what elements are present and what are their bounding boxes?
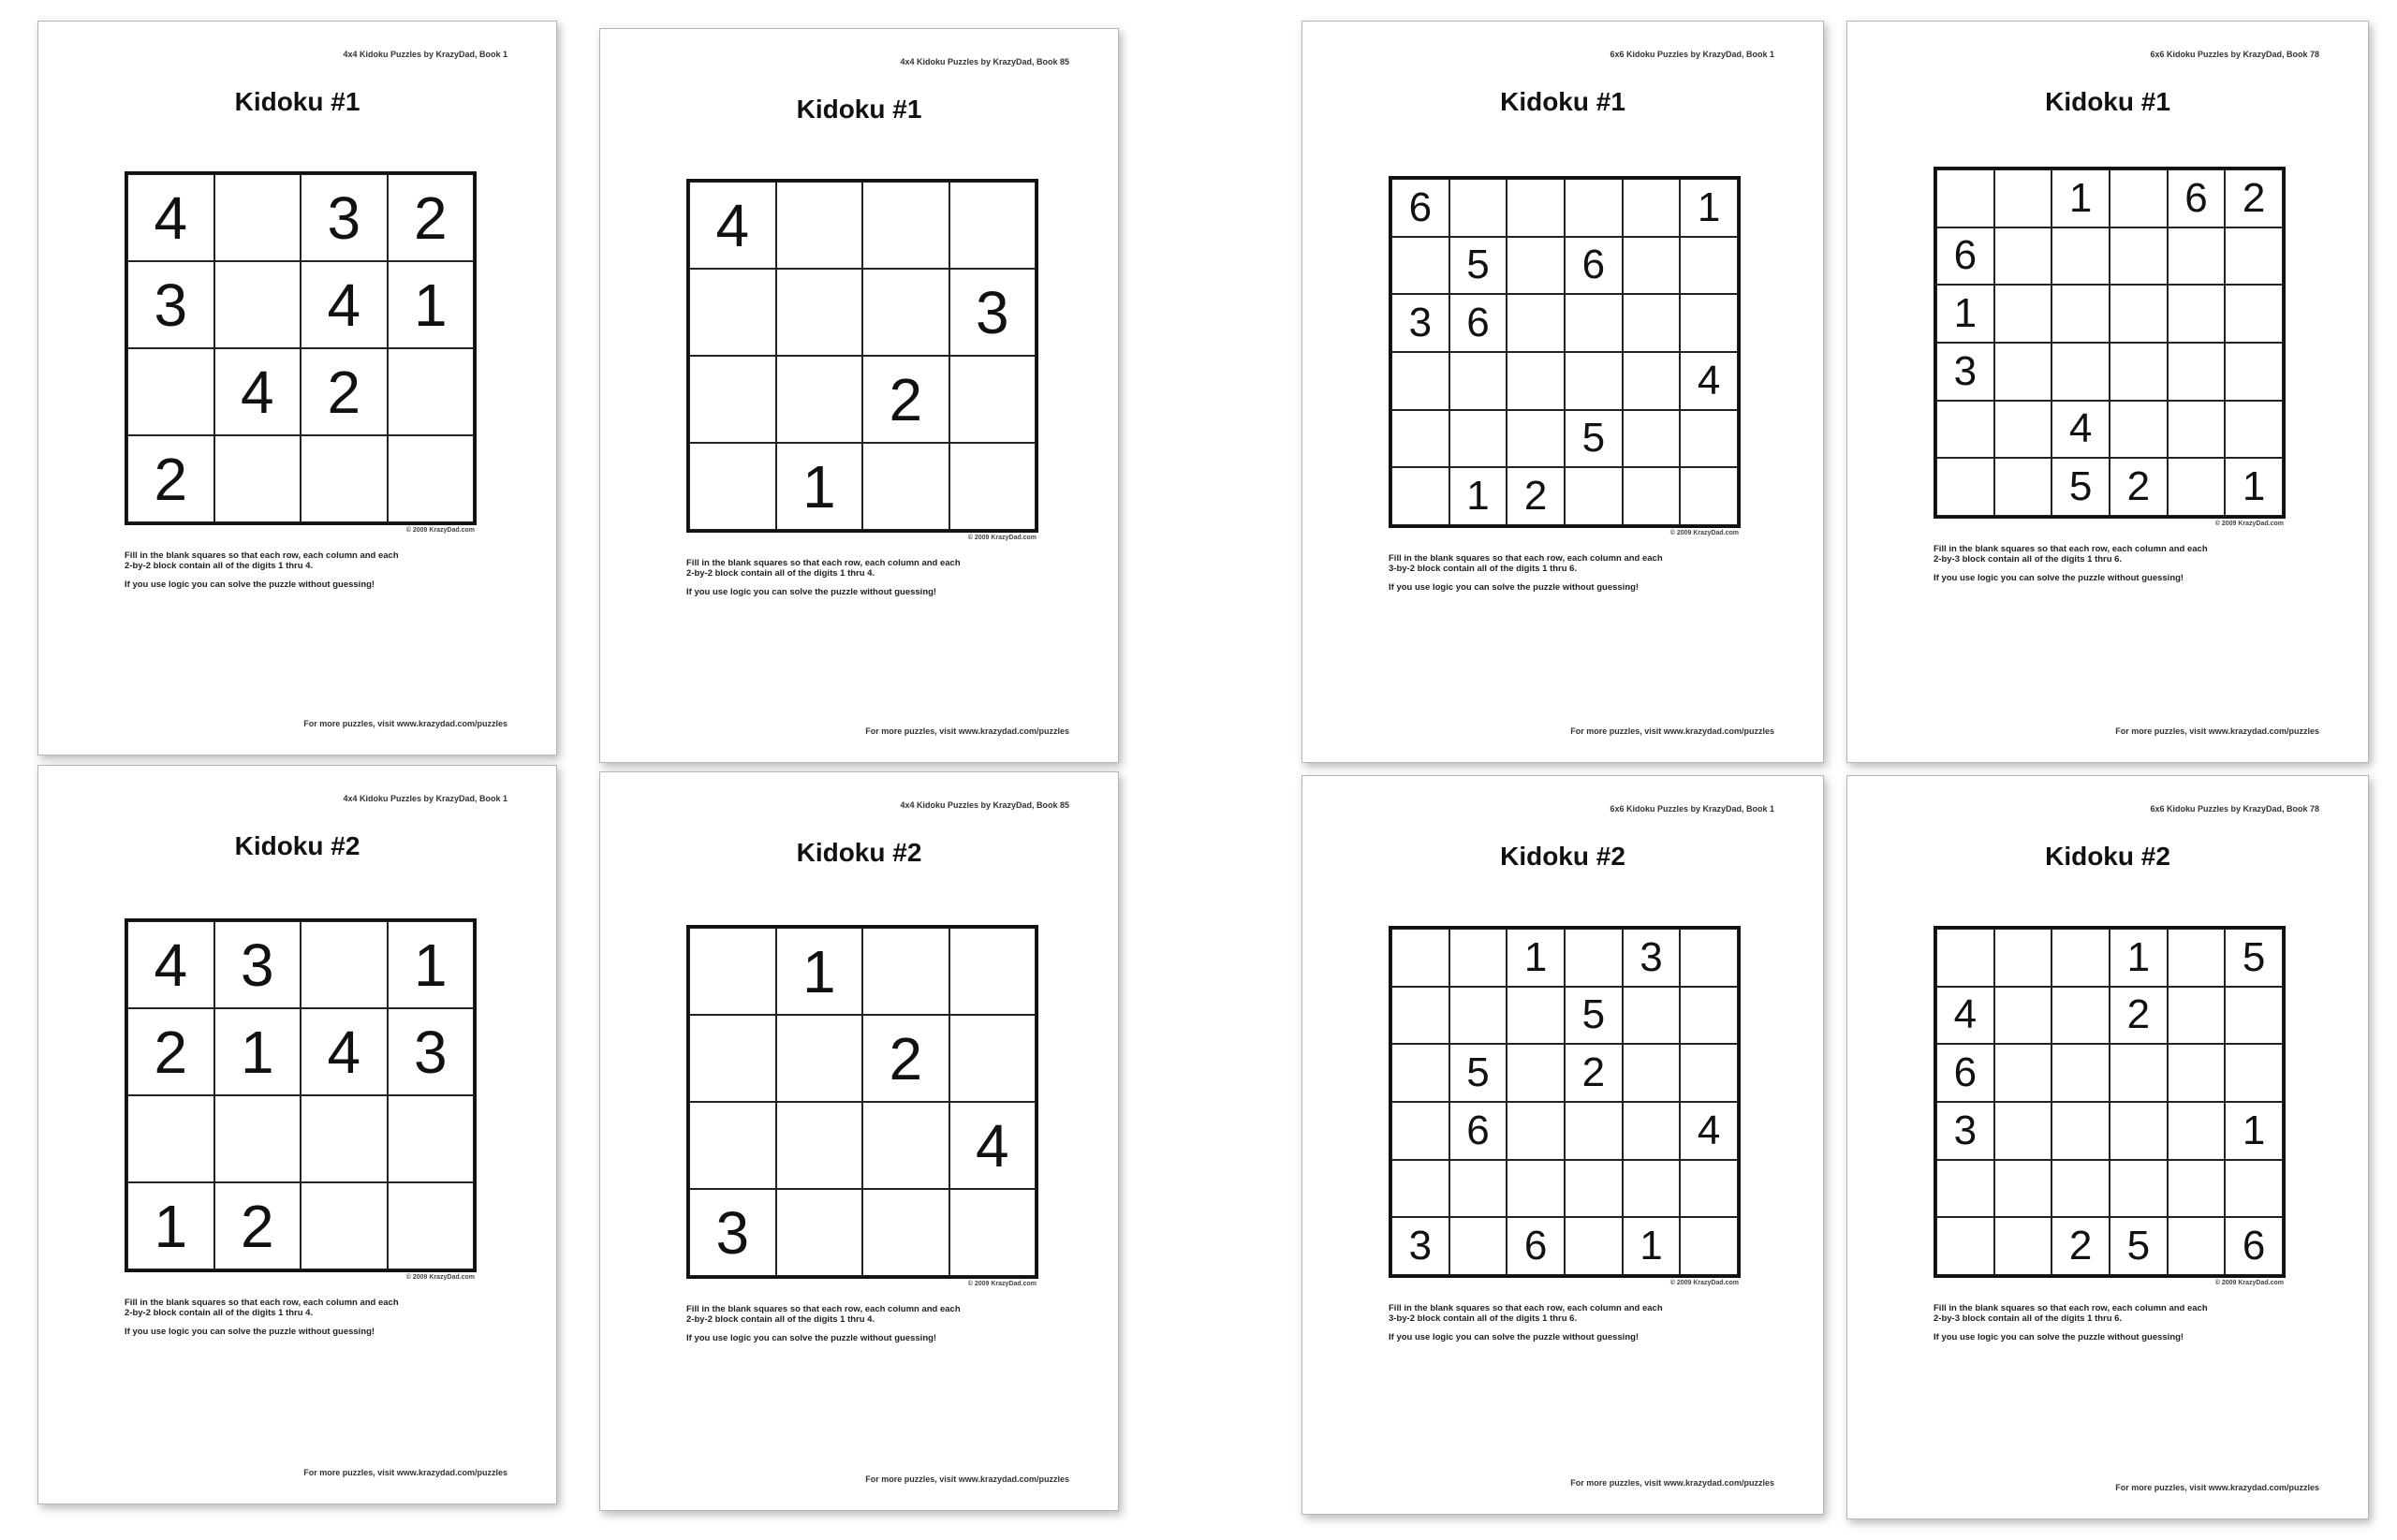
blank-cell[interactable] xyxy=(1391,929,1449,987)
puzzle-title: Kidoku #2 xyxy=(796,838,922,867)
instructions-text xyxy=(1934,1304,2208,1325)
blank-cell[interactable] xyxy=(776,269,863,356)
instructions-hint: If you use logic you can solve the puzzle without guessing! xyxy=(125,579,375,590)
blank-cell[interactable] xyxy=(2168,285,2226,343)
given-digit-cell: 6 xyxy=(2168,169,2226,227)
given-digit-cell: 4 xyxy=(214,348,301,435)
given-digit-cell: 1 xyxy=(1507,929,1565,987)
blank-cell[interactable] xyxy=(862,182,949,269)
page-footer: For more puzzles, visit www.krazydad.com/puzzles xyxy=(2115,726,2319,736)
blank-cell[interactable] xyxy=(1391,1160,1449,1218)
given-digit-cell: 6 xyxy=(1936,1044,1994,1102)
puzzle-instructions xyxy=(1934,1304,2208,1352)
blank-cell[interactable] xyxy=(1449,410,1507,468)
puzzle-title: Kidoku #1 xyxy=(1500,87,1625,116)
given-digit-cell: 4 xyxy=(689,182,776,269)
blank-cell[interactable] xyxy=(1994,929,2052,987)
blank-cell[interactable] xyxy=(2168,987,2226,1045)
blank-cell[interactable] xyxy=(1507,237,1565,295)
puzzle-grid xyxy=(1934,926,2286,1278)
blank-cell[interactable] xyxy=(1680,410,1738,468)
blank-cell[interactable] xyxy=(301,435,388,522)
page-footer: For more puzzles, visit www.krazydad.com/puzzles xyxy=(303,719,507,728)
instructions-line: Fill in the blank squares so that each row, each column and each xyxy=(1389,1303,1663,1313)
blank-cell[interactable] xyxy=(776,1015,863,1102)
blank-cell[interactable] xyxy=(2051,1160,2110,1218)
blank-cell[interactable] xyxy=(862,1189,949,1276)
puzzle-instructions xyxy=(686,559,961,607)
blank-cell[interactable] xyxy=(2168,1102,2226,1160)
blank-cell[interactable] xyxy=(1680,1044,1738,1102)
puzzle-grid xyxy=(686,179,1038,533)
puzzle-grid xyxy=(1389,176,1741,528)
blank-cell[interactable] xyxy=(1507,410,1565,468)
puzzle-instructions xyxy=(686,1305,961,1353)
given-digit-cell: 1 xyxy=(2051,169,2110,227)
instructions-line: Fill in the blank squares so that each row, each column and each xyxy=(1389,553,1663,564)
given-digit-cell: 6 xyxy=(1507,1217,1565,1275)
page-header: 6x6 Kidoku Puzzles by KrazyDad, Book 1 xyxy=(1610,804,1774,814)
blank-cell[interactable] xyxy=(301,1182,388,1269)
blank-cell[interactable] xyxy=(689,269,776,356)
blank-cell[interactable] xyxy=(1936,1217,1994,1275)
given-digit-cell: 3 xyxy=(214,921,301,1008)
blank-cell[interactable] xyxy=(388,1095,475,1182)
given-digit-cell: 2 xyxy=(862,1015,949,1102)
blank-cell[interactable] xyxy=(689,443,776,530)
instructions-line: 2-by-2 block contain all of the digits 1 thru 4. xyxy=(686,1313,875,1325)
instructions-line: 2-by-3 block contain all of the digits 1 thru 6. xyxy=(1934,1313,2123,1324)
given-digit-cell: 6 xyxy=(1936,227,1994,286)
blank-cell[interactable] xyxy=(1449,929,1507,987)
blank-cell[interactable] xyxy=(689,356,776,443)
given-digit-cell: 2 xyxy=(2110,987,2168,1045)
instructions-hint: If you use logic you can solve the puzzle without guessing! xyxy=(1934,1331,2184,1342)
given-digit-cell: 2 xyxy=(2225,169,2283,227)
puzzle-instructions xyxy=(1389,554,1663,602)
blank-cell[interactable] xyxy=(2168,1217,2226,1275)
instructions-line: 2-by-3 block contain all of the digits 1 thru 6. xyxy=(1934,553,2123,565)
instructions-line: 3-by-2 block contain all of the digits 1 thru 6. xyxy=(1389,1313,1578,1324)
blank-cell[interactable] xyxy=(2051,343,2110,401)
blank-cell[interactable] xyxy=(1936,401,1994,459)
puzzle-page xyxy=(1301,775,1824,1515)
blank-cell[interactable] xyxy=(949,182,1037,269)
puzzle-title: Kidoku #1 xyxy=(2045,87,2170,116)
puzzle-instructions xyxy=(1934,545,2208,593)
copyright-notice: © 2009 KrazyDad.com xyxy=(405,527,475,534)
given-digit-cell: 5 xyxy=(2225,929,2283,987)
blank-cell[interactable] xyxy=(2168,343,2226,401)
puzzle-grid xyxy=(1934,167,2286,519)
given-digit-cell: 2 xyxy=(2110,458,2168,516)
puzzle-instructions xyxy=(1389,1304,1663,1352)
instructions-line: Fill in the blank squares so that each row, each column and each xyxy=(125,550,399,561)
blank-cell[interactable] xyxy=(2168,227,2226,286)
given-digit-cell: 4 xyxy=(127,174,214,261)
puzzle-title: Kidoku #2 xyxy=(1500,842,1625,871)
given-digit-cell: 1 xyxy=(127,1182,214,1269)
instructions-line: Fill in the blank squares so that each row, each column and each xyxy=(686,558,961,568)
blank-cell[interactable] xyxy=(1623,467,1681,525)
given-digit-cell: 5 xyxy=(2110,1217,2168,1275)
given-digit-cell: 5 xyxy=(1449,237,1507,295)
given-digit-cell: 6 xyxy=(1449,294,1507,352)
instructions-text xyxy=(125,1298,399,1319)
blank-cell[interactable] xyxy=(1994,1217,2052,1275)
blank-cell[interactable] xyxy=(1391,237,1449,295)
instructions-line: Fill in the blank squares so that each row, each column and each xyxy=(1934,544,2208,554)
copyright-notice: © 2009 KrazyDad.com xyxy=(1669,1280,1739,1286)
blank-cell[interactable] xyxy=(776,356,863,443)
given-digit-cell: 2 xyxy=(1565,1044,1623,1102)
blank-cell[interactable] xyxy=(1449,987,1507,1045)
puzzle-page xyxy=(1846,775,2369,1519)
instructions-line: 2-by-2 block contain all of the digits 1 thru 4. xyxy=(125,1307,314,1318)
blank-cell[interactable] xyxy=(2168,1044,2226,1102)
blank-cell[interactable] xyxy=(1565,352,1623,410)
given-digit-cell: 4 xyxy=(301,261,388,348)
blank-cell[interactable] xyxy=(127,348,214,435)
instructions-hint: If you use logic you can solve the puzzle without guessing! xyxy=(1389,1331,1640,1342)
page-header: 6x6 Kidoku Puzzles by KrazyDad, Book 78 xyxy=(2150,50,2319,59)
page-footer: For more puzzles, visit www.krazydad.com/puzzles xyxy=(1570,726,1774,736)
given-digit-cell: 1 xyxy=(1936,285,1994,343)
blank-cell[interactable] xyxy=(1994,458,2052,516)
copyright-notice: © 2009 KrazyDad.com xyxy=(1669,530,1739,536)
copyright-notice: © 2009 KrazyDad.com xyxy=(2214,1280,2284,1286)
given-digit-cell: 3 xyxy=(1936,1102,1994,1160)
blank-cell[interactable] xyxy=(949,1015,1037,1102)
blank-cell[interactable] xyxy=(1994,169,2052,227)
blank-cell[interactable] xyxy=(2110,1102,2168,1160)
instructions-hint: If you use logic you can solve the puzzle without guessing! xyxy=(686,1332,937,1343)
page-header: 4x4 Kidoku Puzzles by KrazyDad, Book 1 xyxy=(343,50,507,59)
blank-cell[interactable] xyxy=(301,1095,388,1182)
blank-cell[interactable] xyxy=(1449,1160,1507,1218)
blank-cell[interactable] xyxy=(388,435,475,522)
blank-cell[interactable] xyxy=(1994,1102,2052,1160)
blank-cell[interactable] xyxy=(2051,227,2110,286)
blank-cell[interactable] xyxy=(1565,179,1623,237)
blank-cell[interactable] xyxy=(2225,987,2283,1045)
puzzle-page xyxy=(599,28,1119,763)
blank-cell[interactable] xyxy=(214,1095,301,1182)
blank-cell[interactable] xyxy=(689,1015,776,1102)
given-digit-cell: 3 xyxy=(388,1008,475,1095)
blank-cell[interactable] xyxy=(2110,227,2168,286)
puzzle-page xyxy=(1301,21,1824,763)
blank-cell[interactable] xyxy=(1623,410,1681,468)
instructions-line: 2-by-2 block contain all of the digits 1 thru 4. xyxy=(125,560,314,571)
blank-cell[interactable] xyxy=(1507,294,1565,352)
blank-cell[interactable] xyxy=(1623,1044,1681,1102)
blank-cell[interactable] xyxy=(1565,1102,1623,1160)
blank-cell[interactable] xyxy=(1680,294,1738,352)
page-header: 6x6 Kidoku Puzzles by KrazyDad, Book 78 xyxy=(2150,804,2319,814)
instructions-line: Fill in the blank squares so that each row, each column and each xyxy=(1934,1303,2208,1313)
given-digit-cell: 6 xyxy=(2225,1217,2283,1275)
instructions-hint: If you use logic you can solve the puzzle without guessing! xyxy=(1934,572,2184,583)
given-digit-cell: 3 xyxy=(949,269,1037,356)
blank-cell[interactable] xyxy=(1565,1160,1623,1218)
given-digit-cell: 2 xyxy=(127,435,214,522)
blank-cell[interactable] xyxy=(862,269,949,356)
puzzle-grid xyxy=(125,918,477,1272)
blank-cell[interactable] xyxy=(1680,1217,1738,1275)
blank-cell[interactable] xyxy=(1507,179,1565,237)
blank-cell[interactable] xyxy=(1623,1160,1681,1218)
blank-cell[interactable] xyxy=(1680,467,1738,525)
given-digit-cell: 2 xyxy=(2051,1217,2110,1275)
blank-cell[interactable] xyxy=(1565,294,1623,352)
copyright-notice: © 2009 KrazyDad.com xyxy=(2214,521,2284,527)
blank-cell[interactable] xyxy=(301,921,388,1008)
blank-cell[interactable] xyxy=(1565,1217,1623,1275)
given-digit-cell: 3 xyxy=(1391,1217,1449,1275)
blank-cell[interactable] xyxy=(2110,1160,2168,1218)
blank-cell[interactable] xyxy=(1994,343,2052,401)
given-digit-cell: 2 xyxy=(862,356,949,443)
instructions-line: Fill in the blank squares so that each row, each column and each xyxy=(686,1304,961,1314)
blank-cell[interactable] xyxy=(2051,987,2110,1045)
blank-cell[interactable] xyxy=(1391,352,1449,410)
blank-cell[interactable] xyxy=(1449,1217,1507,1275)
blank-cell[interactable] xyxy=(2225,401,2283,459)
page-header: 4x4 Kidoku Puzzles by KrazyDad, Book 85 xyxy=(900,57,1069,66)
blank-cell[interactable] xyxy=(1507,352,1565,410)
blank-cell[interactable] xyxy=(2168,929,2226,987)
given-digit-cell: 5 xyxy=(1565,987,1623,1045)
blank-cell[interactable] xyxy=(1507,987,1565,1045)
blank-cell[interactable] xyxy=(1391,987,1449,1045)
instructions-text xyxy=(686,1305,961,1326)
copyright-notice: © 2009 KrazyDad.com xyxy=(405,1274,475,1281)
blank-cell[interactable] xyxy=(1623,987,1681,1045)
instructions-hint: If you use logic you can solve the puzzle without guessing! xyxy=(1389,581,1640,593)
given-digit-cell: 6 xyxy=(1565,237,1623,295)
blank-cell[interactable] xyxy=(1623,1102,1681,1160)
page-header: 6x6 Kidoku Puzzles by KrazyDad, Book 1 xyxy=(1610,50,1774,59)
blank-cell[interactable] xyxy=(2225,227,2283,286)
blank-cell[interactable] xyxy=(1391,1102,1449,1160)
puzzle-title: Kidoku #2 xyxy=(2045,842,2170,871)
instructions-text xyxy=(1934,545,2208,565)
blank-cell[interactable] xyxy=(1936,458,1994,516)
given-digit-cell: 6 xyxy=(1449,1102,1507,1160)
blank-cell[interactable] xyxy=(2110,285,2168,343)
instructions-line: Fill in the blank squares so that each row, each column and each xyxy=(125,1298,399,1308)
blank-cell[interactable] xyxy=(949,443,1037,530)
blank-cell[interactable] xyxy=(1936,169,1994,227)
blank-cell[interactable] xyxy=(2051,929,2110,987)
puzzle-title: Kidoku #1 xyxy=(234,87,360,116)
instructions-text xyxy=(1389,1304,1663,1325)
blank-cell[interactable] xyxy=(214,174,301,261)
page-footer: For more puzzles, visit www.krazydad.com/puzzles xyxy=(865,726,1069,736)
blank-cell[interactable] xyxy=(1623,179,1681,237)
page-footer: For more puzzles, visit www.krazydad.com/puzzles xyxy=(2115,1483,2319,1492)
instructions-text xyxy=(125,551,399,572)
blank-cell[interactable] xyxy=(2225,343,2283,401)
given-digit-cell: 2 xyxy=(214,1182,301,1269)
given-digit-cell: 4 xyxy=(301,1008,388,1095)
blank-cell[interactable] xyxy=(2168,401,2226,459)
blank-cell[interactable] xyxy=(1507,1044,1565,1102)
blank-cell[interactable] xyxy=(1936,1160,1994,1218)
blank-cell[interactable] xyxy=(2051,1044,2110,1102)
given-digit-cell: 3 xyxy=(127,261,214,348)
blank-cell[interactable] xyxy=(1623,352,1681,410)
puzzle-page xyxy=(37,21,557,755)
blank-cell[interactable] xyxy=(1449,179,1507,237)
given-digit-cell: 1 xyxy=(1623,1217,1681,1275)
blank-cell[interactable] xyxy=(862,1102,949,1189)
blank-cell[interactable] xyxy=(776,182,863,269)
blank-cell[interactable] xyxy=(1565,929,1623,987)
given-digit-cell: 4 xyxy=(949,1102,1037,1189)
blank-cell[interactable] xyxy=(2168,458,2226,516)
given-digit-cell: 1 xyxy=(388,261,475,348)
blank-cell[interactable] xyxy=(1391,410,1449,468)
given-digit-cell: 3 xyxy=(1391,294,1449,352)
given-digit-cell: 2 xyxy=(127,1008,214,1095)
given-digit-cell: 4 xyxy=(1680,352,1738,410)
blank-cell[interactable] xyxy=(2110,169,2168,227)
blank-cell[interactable] xyxy=(1994,285,2052,343)
blank-cell[interactable] xyxy=(689,1102,776,1189)
blank-cell[interactable] xyxy=(2168,1160,2226,1218)
blank-cell[interactable] xyxy=(1994,1160,2052,1218)
blank-cell[interactable] xyxy=(127,1095,214,1182)
given-digit-cell: 6 xyxy=(1391,179,1449,237)
given-digit-cell: 1 xyxy=(2225,1102,2283,1160)
page-footer: For more puzzles, visit www.krazydad.com/puzzles xyxy=(865,1474,1069,1484)
blank-cell[interactable] xyxy=(2110,343,2168,401)
given-digit-cell: 5 xyxy=(1565,410,1623,468)
blank-cell[interactable] xyxy=(2051,285,2110,343)
blank-cell[interactable] xyxy=(388,1182,475,1269)
blank-cell[interactable] xyxy=(2225,285,2283,343)
blank-cell[interactable] xyxy=(1994,1044,2052,1102)
puzzle-instructions xyxy=(125,551,399,599)
blank-cell[interactable] xyxy=(1936,929,1994,987)
puzzle-title: Kidoku #1 xyxy=(796,95,922,124)
puzzle-page xyxy=(1846,21,2369,763)
blank-cell[interactable] xyxy=(1507,1160,1565,1218)
puzzle-instructions xyxy=(125,1298,399,1346)
puzzle-title: Kidoku #2 xyxy=(234,831,360,860)
given-digit-cell: 1 xyxy=(214,1008,301,1095)
given-digit-cell: 3 xyxy=(1936,343,1994,401)
blank-cell[interactable] xyxy=(1391,467,1449,525)
copyright-notice: © 2009 KrazyDad.com xyxy=(967,535,1037,541)
given-digit-cell: 1 xyxy=(2225,458,2283,516)
puzzle-grid xyxy=(125,171,477,525)
instructions-text xyxy=(1389,554,1663,575)
given-digit-cell: 3 xyxy=(1623,929,1681,987)
given-digit-cell: 4 xyxy=(1680,1102,1738,1160)
blank-cell[interactable] xyxy=(776,1189,863,1276)
puzzle-grid xyxy=(1389,926,1741,1278)
blank-cell[interactable] xyxy=(1680,929,1738,987)
blank-cell[interactable] xyxy=(862,928,949,1015)
given-digit-cell: 3 xyxy=(689,1189,776,1276)
blank-cell[interactable] xyxy=(1391,1044,1449,1102)
given-digit-cell: 1 xyxy=(1449,467,1507,525)
blank-cell[interactable] xyxy=(949,356,1037,443)
blank-cell[interactable] xyxy=(2110,401,2168,459)
given-digit-cell: 1 xyxy=(2110,929,2168,987)
instructions-text xyxy=(686,559,961,579)
blank-cell[interactable] xyxy=(949,928,1037,1015)
blank-cell[interactable] xyxy=(214,435,301,522)
given-digit-cell: 3 xyxy=(301,174,388,261)
given-digit-cell: 2 xyxy=(301,348,388,435)
given-digit-cell: 1 xyxy=(1680,179,1738,237)
page-footer: For more puzzles, visit www.krazydad.com/puzzles xyxy=(1570,1478,1774,1488)
given-digit-cell: 2 xyxy=(388,174,475,261)
copyright-notice: © 2009 KrazyDad.com xyxy=(967,1281,1037,1287)
blank-cell[interactable] xyxy=(689,928,776,1015)
blank-cell[interactable] xyxy=(1994,401,2052,459)
page-header: 4x4 Kidoku Puzzles by KrazyDad, Book 1 xyxy=(343,794,507,803)
instructions-hint: If you use logic you can solve the puzzle without guessing! xyxy=(686,586,937,597)
given-digit-cell: 5 xyxy=(2051,458,2110,516)
given-digit-cell: 4 xyxy=(1936,987,1994,1045)
blank-cell[interactable] xyxy=(214,261,301,348)
given-digit-cell: 2 xyxy=(1507,467,1565,525)
puzzle-page xyxy=(599,771,1119,1511)
given-digit-cell: 1 xyxy=(776,443,863,530)
blank-cell[interactable] xyxy=(1565,467,1623,525)
blank-cell[interactable] xyxy=(1507,1102,1565,1160)
given-digit-cell: 1 xyxy=(388,921,475,1008)
blank-cell[interactable] xyxy=(388,348,475,435)
instructions-line: 3-by-2 block contain all of the digits 1 thru 6. xyxy=(1389,563,1578,574)
puzzle-grid xyxy=(686,925,1038,1279)
blank-cell[interactable] xyxy=(2225,1044,2283,1102)
blank-cell[interactable] xyxy=(776,1102,863,1189)
given-digit-cell: 1 xyxy=(776,928,863,1015)
blank-cell[interactable] xyxy=(2110,1044,2168,1102)
instructions-line: 2-by-2 block contain all of the digits 1 thru 4. xyxy=(686,567,875,579)
blank-cell[interactable] xyxy=(1623,294,1681,352)
blank-cell[interactable] xyxy=(949,1189,1037,1276)
blank-cell[interactable] xyxy=(1680,237,1738,295)
page-footer: For more puzzles, visit www.krazydad.com/puzzles xyxy=(303,1468,507,1477)
instructions-hint: If you use logic you can solve the puzzle without guessing! xyxy=(125,1326,375,1337)
blank-cell[interactable] xyxy=(2225,1160,2283,1218)
given-digit-cell: 4 xyxy=(2051,401,2110,459)
blank-cell[interactable] xyxy=(1623,237,1681,295)
blank-cell[interactable] xyxy=(1680,1160,1738,1218)
blank-cell[interactable] xyxy=(2051,1102,2110,1160)
page-header: 4x4 Kidoku Puzzles by KrazyDad, Book 85 xyxy=(900,800,1069,810)
puzzle-page xyxy=(37,765,557,1504)
given-digit-cell: 4 xyxy=(127,921,214,1008)
blank-cell[interactable] xyxy=(1994,227,2052,286)
blank-cell[interactable] xyxy=(1680,987,1738,1045)
blank-cell[interactable] xyxy=(1449,352,1507,410)
blank-cell[interactable] xyxy=(862,443,949,530)
blank-cell[interactable] xyxy=(1994,987,2052,1045)
given-digit-cell: 5 xyxy=(1449,1044,1507,1102)
